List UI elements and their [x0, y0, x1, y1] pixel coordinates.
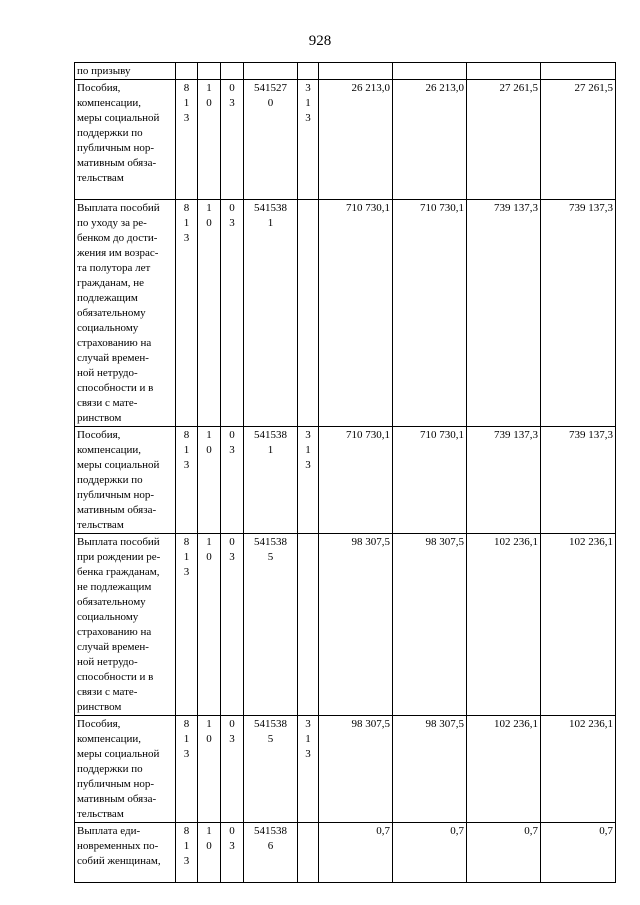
kbk-chapter-code-part: 1	[206, 536, 212, 548]
kbk-expense-type-code-part: 3	[305, 112, 311, 124]
kbk-expense-type-code-part: 3	[305, 718, 311, 730]
row-name-line: обязательному	[77, 596, 146, 608]
kbk-section-code-part: 8	[183, 202, 190, 214]
amount-cell-1: 26 213,0	[319, 80, 393, 200]
amount-cell-4: 739 137,3	[541, 427, 616, 534]
kbk-target-article-code-part: 541538	[254, 429, 287, 441]
amount-cell-3: 739 137,3	[467, 427, 541, 534]
kbk-section-code	[176, 716, 198, 823]
amount-cell-2: 98 307,5	[393, 534, 467, 716]
table-row-header	[75, 63, 616, 80]
kbk-subsection-code-part: 0	[229, 202, 235, 214]
row-name-line: Выплата пособий	[77, 202, 160, 214]
amount-cell-1: 710 730,1	[319, 427, 393, 534]
row-name-line: ринством	[77, 701, 122, 713]
table-row	[75, 200, 616, 427]
empty-cell	[176, 63, 198, 80]
kbk-subsection-code	[221, 716, 244, 823]
row-name-line: жения им возрас-	[77, 247, 159, 259]
row-name-line: страхованию на	[77, 337, 152, 349]
kbk-chapter-code-part: 0	[206, 444, 212, 456]
row-name-line: страхованию на	[77, 626, 152, 638]
kbk-chapter-code-part: 0	[206, 97, 212, 109]
kbk-expense-type-code-part: 1	[305, 444, 311, 456]
amount-cell-3: 739 137,3	[467, 200, 541, 427]
kbk-chapter-code-part: 1	[206, 82, 212, 94]
kbk-chapter-code	[198, 427, 221, 534]
table-row	[75, 80, 616, 200]
row-name-line: связи с мате-	[77, 397, 138, 409]
table-row	[75, 534, 616, 716]
kbk-target-article-code-part: 541527	[254, 82, 287, 94]
kbk-subsection-code-part: 0	[229, 536, 235, 548]
amount-cell-2: 710 730,1	[393, 427, 467, 534]
row-name: по призыву	[75, 63, 176, 80]
row-name-line: новременных по-	[77, 840, 159, 852]
kbk-subsection-code-part: 3	[229, 551, 235, 563]
row-name	[75, 534, 176, 716]
kbk-expense-type-code	[298, 427, 319, 534]
kbk-target-article-code	[244, 80, 298, 200]
row-name-line: собий женщинам,	[77, 855, 161, 867]
empty-cell	[467, 63, 541, 80]
row-name-line: компенсации,	[77, 444, 142, 456]
kbk-section-code-part: 8	[183, 429, 190, 441]
kbk-expense-type-code	[298, 80, 319, 200]
row-name-line: публичным нор-	[77, 778, 155, 790]
kbk-target-article-code-part: 5	[267, 551, 274, 563]
row-name	[75, 427, 176, 534]
amount-cell-1: 710 730,1	[319, 200, 393, 427]
kbk-chapter-code-part: 1	[206, 718, 212, 730]
amount-cell-4: 0,7	[541, 823, 616, 883]
amount-cell-4: 102 236,1	[541, 534, 616, 716]
row-name-line: публичным нор-	[77, 489, 155, 501]
amount-cell-3: 0,7	[467, 823, 541, 883]
row-name-line: ной нетрудо-	[77, 367, 138, 379]
table-row	[75, 716, 616, 823]
kbk-section-code-part: 8	[183, 536, 190, 548]
amount-cell-4: 102 236,1	[541, 716, 616, 823]
kbk-subsection-code	[221, 823, 244, 883]
row-name-line: тельствам	[77, 519, 124, 531]
kbk-subsection-code	[221, 427, 244, 534]
kbk-section-code-part: 1	[183, 444, 190, 456]
row-name-line: тельствам	[77, 172, 124, 184]
kbk-chapter-code-part: 1	[206, 825, 212, 837]
kbk-chapter-code-part: 0	[206, 217, 212, 229]
table-row	[75, 823, 616, 883]
empty-cell	[298, 63, 319, 80]
kbk-target-article-code-part: 541538	[254, 536, 287, 548]
kbk-expense-type-code	[298, 823, 319, 883]
kbk-section-code	[176, 200, 198, 427]
row-name-line: меры социальной	[77, 459, 160, 471]
amount-cell-3: 102 236,1	[467, 534, 541, 716]
kbk-chapter-code	[198, 716, 221, 823]
kbk-expense-type-code	[298, 716, 319, 823]
kbk-subsection-code-part: 3	[229, 733, 235, 745]
kbk-section-code-part: 3	[183, 855, 190, 867]
kbk-target-article-code-part: 0	[267, 97, 274, 109]
kbk-target-article-code-part: 541538	[254, 825, 287, 837]
kbk-section-code	[176, 80, 198, 200]
row-name-line: по уходу за ре-	[77, 217, 147, 229]
row-name-line: мативным обяза-	[77, 157, 157, 169]
row-name-line: обязательному	[77, 307, 146, 319]
row-name-line: Пособия,	[77, 718, 121, 730]
kbk-expense-type-code-part: 3	[305, 429, 311, 441]
kbk-section-code-part: 3	[183, 232, 190, 244]
row-name-line: подлежащим	[77, 292, 138, 304]
row-name-line: не подлежащим	[77, 581, 152, 593]
kbk-section-code-part: 1	[183, 217, 190, 229]
amount-cell-1: 98 307,5	[319, 716, 393, 823]
row-name-line: тельствам	[77, 808, 124, 820]
kbk-section-code-part: 1	[183, 840, 190, 852]
kbk-chapter-code-part: 1	[206, 202, 212, 214]
kbk-subsection-code	[221, 80, 244, 200]
amount-cell-2: 0,7	[393, 823, 467, 883]
kbk-chapter-code	[198, 823, 221, 883]
kbk-chapter-code-part: 0	[206, 840, 212, 852]
kbk-section-code-part: 3	[183, 566, 190, 578]
kbk-chapter-code-part: 1	[206, 429, 212, 441]
amount-cell-1: 0,7	[319, 823, 393, 883]
amount-cell-3: 102 236,1	[467, 716, 541, 823]
kbk-subsection-code-part: 0	[229, 82, 235, 94]
row-name-line: социальному	[77, 611, 139, 623]
row-name-line: меры социальной	[77, 112, 160, 124]
row-name-line: ной нетрудо-	[77, 656, 138, 668]
empty-cell	[244, 63, 298, 80]
row-name-line: случай времен-	[77, 641, 149, 653]
amount-cell-4: 739 137,3	[541, 200, 616, 427]
kbk-chapter-code-part: 0	[206, 733, 212, 745]
row-name-line: компенсации,	[77, 733, 142, 745]
row-name-line: мативным обяза-	[77, 793, 157, 805]
kbk-expense-type-code-part: 3	[305, 82, 311, 94]
kbk-section-code-part: 1	[183, 551, 190, 563]
kbk-subsection-code-part: 3	[229, 840, 235, 852]
kbk-chapter-code-part: 0	[206, 551, 212, 563]
row-name-line: поддержки по	[77, 127, 143, 139]
row-name-line: социальному	[77, 322, 139, 334]
row-name	[75, 80, 176, 200]
kbk-target-article-code-part: 1	[267, 444, 274, 456]
row-name-line: бенком до дости-	[77, 232, 158, 244]
empty-cell	[198, 63, 221, 80]
row-name-line: мативным обяза-	[77, 504, 157, 516]
kbk-section-code-part: 3	[183, 459, 190, 471]
kbk-section-code-part: 8	[183, 825, 190, 837]
kbk-target-article-code	[244, 427, 298, 534]
kbk-subsection-code-part: 3	[229, 217, 235, 229]
table-body	[75, 63, 616, 883]
row-name-line: поддержки по	[77, 474, 143, 486]
row-name-line: та полутора лет	[77, 262, 151, 274]
empty-cell	[393, 63, 467, 80]
kbk-expense-type-code-part: 1	[305, 97, 311, 109]
amount-cell-2: 26 213,0	[393, 80, 467, 200]
amount-cell-3: 27 261,5	[467, 80, 541, 200]
amount-cell-4: 27 261,5	[541, 80, 616, 200]
row-name	[75, 823, 176, 883]
kbk-target-article-code	[244, 823, 298, 883]
kbk-chapter-code	[198, 534, 221, 716]
amount-cell-2: 98 307,5	[393, 716, 467, 823]
kbk-subsection-code-part: 0	[229, 718, 235, 730]
kbk-subsection-code-part: 0	[229, 429, 235, 441]
kbk-target-article-code-part: 6	[267, 840, 274, 852]
kbk-subsection-code-part: 3	[229, 97, 235, 109]
empty-cell	[541, 63, 616, 80]
row-name-line: поддержки по	[77, 763, 143, 775]
kbk-section-code-part: 3	[183, 112, 190, 124]
row-name-line: бенка гражданам,	[77, 566, 160, 578]
kbk-target-article-code-part: 541538	[254, 202, 287, 214]
kbk-section-code	[176, 427, 198, 534]
empty-cell	[221, 63, 244, 80]
row-name-line: случай времен-	[77, 352, 149, 364]
kbk-section-code	[176, 823, 198, 883]
table-row	[75, 427, 616, 534]
row-name-line: Выплата еди-	[77, 825, 141, 837]
kbk-chapter-code	[198, 80, 221, 200]
amount-cell-1: 98 307,5	[319, 534, 393, 716]
kbk-target-article-code	[244, 534, 298, 716]
row-name	[75, 200, 176, 427]
kbk-expense-type-code-part: 3	[305, 748, 311, 760]
kbk-chapter-code	[198, 200, 221, 427]
kbk-section-code-part: 3	[183, 748, 190, 760]
kbk-section-code-part: 1	[183, 733, 190, 745]
kbk-expense-type-code	[298, 200, 319, 427]
amount-cell-2: 710 730,1	[393, 200, 467, 427]
kbk-section-code-part: 8	[183, 718, 190, 730]
page-number: 928	[308, 33, 332, 49]
row-name-line: Пособия,	[77, 82, 121, 94]
kbk-target-article-code	[244, 200, 298, 427]
kbk-expense-type-code-part: 1	[305, 733, 311, 745]
row-name-line: ринством	[77, 412, 122, 424]
kbk-target-article-code-part: 541538	[254, 718, 287, 730]
row-name-line: способности и в	[77, 671, 154, 683]
row-name-line: способности и в	[77, 382, 154, 394]
row-name-line: связи с мате-	[77, 686, 138, 698]
kbk-subsection-code-part: 3	[229, 444, 235, 456]
kbk-subsection-code	[221, 534, 244, 716]
budget-table	[74, 62, 616, 883]
kbk-expense-type-code-part: 3	[305, 459, 311, 471]
kbk-section-code	[176, 534, 198, 716]
kbk-target-article-code-part: 5	[267, 733, 274, 745]
kbk-target-article-code-part: 1	[267, 217, 274, 229]
empty-cell	[319, 63, 393, 80]
row-name-line: Пособия,	[77, 429, 121, 441]
row-name-line: компенсации,	[77, 97, 142, 109]
row-name-line: меры социальной	[77, 748, 160, 760]
row-name-line: гражданам, не	[77, 277, 144, 289]
kbk-section-code-part: 8	[183, 82, 190, 94]
kbk-expense-type-code	[298, 534, 319, 716]
kbk-subsection-code-part: 0	[229, 825, 235, 837]
row-name-line: Выплата пособий	[77, 536, 160, 548]
kbk-section-code-part: 1	[183, 97, 190, 109]
row-name-line: публичным нор-	[77, 142, 155, 154]
row-name-line: при рождении ре-	[77, 551, 161, 563]
kbk-target-article-code	[244, 716, 298, 823]
row-name	[75, 716, 176, 823]
kbk-subsection-code	[221, 200, 244, 427]
